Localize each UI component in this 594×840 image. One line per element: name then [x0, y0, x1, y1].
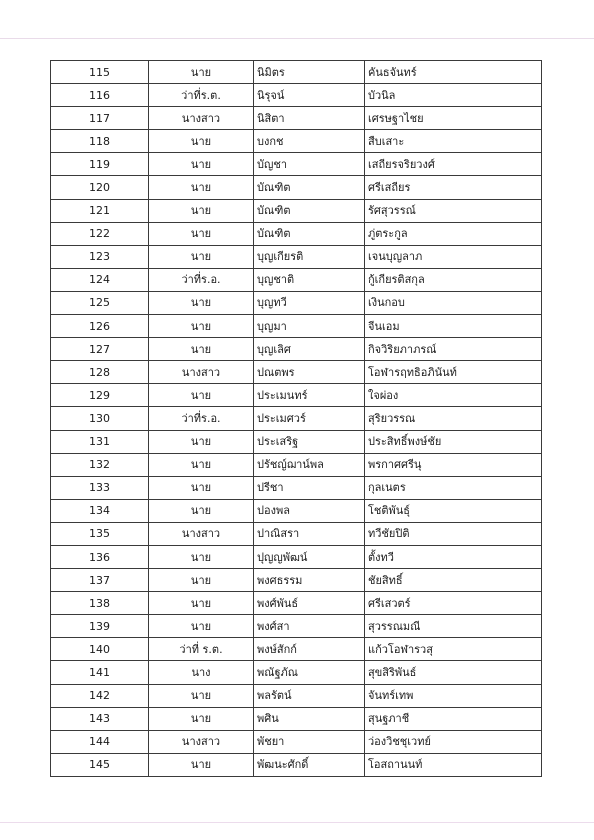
first-name-cell: บุญเกียรติ — [254, 245, 365, 268]
row-number-cell: 127 — [51, 338, 149, 361]
last-name-cell: กุลเนตร — [365, 476, 542, 499]
table-row — [51, 361, 542, 384]
name-title-cell: นาย — [149, 545, 254, 568]
table-row — [51, 153, 542, 176]
table-row — [51, 84, 542, 107]
row-number-cell: 122 — [51, 222, 149, 245]
last-name-cell: สุวรรณมณี — [365, 615, 542, 638]
table-row — [51, 707, 542, 730]
name-title-cell: นางสาว — [149, 361, 254, 384]
table-row — [51, 338, 542, 361]
first-name-cell: ประเมนทร์ — [254, 384, 365, 407]
first-name-cell: นิมิตร — [254, 61, 365, 84]
table-row — [51, 522, 542, 545]
first-name-cell: บัณฑิต — [254, 222, 365, 245]
name-title-cell: นางสาว — [149, 730, 254, 753]
row-number-cell: 115 — [51, 61, 149, 84]
last-name-cell: คันธจันทร์ — [365, 61, 542, 84]
name-title-cell: นาย — [149, 684, 254, 707]
first-name-cell: บุญเลิศ — [254, 338, 365, 361]
last-name-cell: รัศสุวรรณ์ — [365, 199, 542, 222]
first-name-cell: บัณฑิต — [254, 199, 365, 222]
table-row — [51, 107, 542, 130]
name-title-cell: ว่าที่ร.ต. — [149, 84, 254, 107]
name-title-cell: นาย — [149, 476, 254, 499]
table-row — [51, 499, 542, 522]
name-title-cell: นาง — [149, 661, 254, 684]
name-title-cell: นาย — [149, 753, 254, 776]
last-name-cell: จีนเอม — [365, 315, 542, 338]
row-number-cell: 129 — [51, 384, 149, 407]
last-name-cell: ทวีชัยปิติ — [365, 522, 542, 545]
table-row — [51, 661, 542, 684]
name-title-cell: ว่าที่ร.อ. — [149, 268, 254, 291]
name-title-cell: นาย — [149, 291, 254, 314]
row-number-cell: 121 — [51, 199, 149, 222]
page-top-rule — [0, 38, 594, 39]
row-number-cell: 137 — [51, 569, 149, 592]
table-row — [51, 592, 542, 615]
name-title-cell: นาย — [149, 61, 254, 84]
last-name-cell: โชติพันธุ์ — [365, 499, 542, 522]
row-number-cell: 126 — [51, 315, 149, 338]
table-row — [51, 730, 542, 753]
table-row — [51, 430, 542, 453]
first-name-cell: บุญชาติ — [254, 268, 365, 291]
table-row — [51, 315, 542, 338]
last-name-cell: เจนบุญลาภ — [365, 245, 542, 268]
first-name-cell: บงกช — [254, 130, 365, 153]
row-number-cell: 128 — [51, 361, 149, 384]
row-number-cell: 143 — [51, 707, 149, 730]
row-number-cell: 125 — [51, 291, 149, 314]
table-row — [51, 291, 542, 314]
last-name-cell: เสถียรจริยวงศ์ — [365, 153, 542, 176]
last-name-cell: ศรีเสวตร์ — [365, 592, 542, 615]
first-name-cell: ปุญญพัฒน์ — [254, 545, 365, 568]
row-number-cell: 130 — [51, 407, 149, 430]
table-row — [51, 545, 542, 568]
row-number-cell: 133 — [51, 476, 149, 499]
name-title-cell: นาย — [149, 176, 254, 199]
name-title-cell: นาย — [149, 453, 254, 476]
first-name-cell: บัญชา — [254, 153, 365, 176]
last-name-cell: ว่องวิชชุเวทย์ — [365, 730, 542, 753]
row-number-cell: 124 — [51, 268, 149, 291]
table-row — [51, 476, 542, 499]
first-name-cell: ปรัชญ์ฌาน์พล — [254, 453, 365, 476]
name-title-cell: นาย — [149, 245, 254, 268]
row-number-cell: 144 — [51, 730, 149, 753]
first-name-cell: พงศ์พันธ์ — [254, 592, 365, 615]
name-title-cell: นาย — [149, 569, 254, 592]
table-row — [51, 176, 542, 199]
name-title-cell: นาย — [149, 222, 254, 245]
first-name-cell: บุญมา — [254, 315, 365, 338]
name-title-cell: นาย — [149, 499, 254, 522]
last-name-cell: ใจผ่อง — [365, 384, 542, 407]
name-title-cell: นาย — [149, 153, 254, 176]
first-name-cell: พณัฐภัณ — [254, 661, 365, 684]
first-name-cell: พัฒนะศักดิ์ — [254, 753, 365, 776]
table-row — [51, 61, 542, 84]
first-name-cell: พงษ์สักก์ — [254, 638, 365, 661]
last-name-cell: โอสถานนท์ — [365, 753, 542, 776]
name-title-cell: นาย — [149, 430, 254, 453]
row-number-cell: 142 — [51, 684, 149, 707]
table-row — [51, 684, 542, 707]
first-name-cell: พลรัตน์ — [254, 684, 365, 707]
row-number-cell: 117 — [51, 107, 149, 130]
table-row — [51, 407, 542, 430]
first-name-cell: ปาณิสรา — [254, 522, 365, 545]
last-name-cell: ศรีเสถียร — [365, 176, 542, 199]
first-name-cell: ประเสริฐ — [254, 430, 365, 453]
last-name-cell: ชัยสิทธิ์ — [365, 569, 542, 592]
last-name-cell: กิจวิริยภาภรณ์ — [365, 338, 542, 361]
table-row — [51, 753, 542, 776]
name-title-cell: นาย — [149, 707, 254, 730]
page-bottom-rule — [0, 822, 594, 823]
table-row — [51, 638, 542, 661]
last-name-cell: บัวนิล — [365, 84, 542, 107]
name-title-cell: นาย — [149, 338, 254, 361]
name-title-cell: ว่าที่ ร.ต. — [149, 638, 254, 661]
first-name-cell: พงศธรรม — [254, 569, 365, 592]
last-name-cell: สุขสิริพันธ์ — [365, 661, 542, 684]
last-name-cell: สุนฐภาชี — [365, 707, 542, 730]
row-number-cell: 140 — [51, 638, 149, 661]
row-number-cell: 141 — [51, 661, 149, 684]
row-number-cell: 138 — [51, 592, 149, 615]
name-title-cell: นางสาว — [149, 107, 254, 130]
row-number-cell: 145 — [51, 753, 149, 776]
last-name-cell: เงินกอบ — [365, 291, 542, 314]
last-name-cell: เศรษฐาไชย — [365, 107, 542, 130]
name-title-cell: นางสาว — [149, 522, 254, 545]
name-title-cell: นาย — [149, 615, 254, 638]
row-number-cell: 119 — [51, 153, 149, 176]
row-number-cell: 118 — [51, 130, 149, 153]
row-number-cell: 134 — [51, 499, 149, 522]
table-row — [51, 615, 542, 638]
row-number-cell: 116 — [51, 84, 149, 107]
last-name-cell: แก้วโอฬารวสุ — [365, 638, 542, 661]
first-name-cell: ประเมศวร์ — [254, 407, 365, 430]
first-name-cell: ปณตพร — [254, 361, 365, 384]
name-title-cell: นาย — [149, 384, 254, 407]
row-number-cell: 131 — [51, 430, 149, 453]
last-name-cell: พรกาศศรีนุ — [365, 453, 542, 476]
first-name-cell: พศิน — [254, 707, 365, 730]
row-number-cell: 123 — [51, 245, 149, 268]
name-list-table — [50, 60, 542, 777]
last-name-cell: ตั้งทวี — [365, 545, 542, 568]
first-name-cell: บัณฑิต — [254, 176, 365, 199]
table-row — [51, 453, 542, 476]
last-name-cell: โอฬารฤทธิอภินันท์ — [365, 361, 542, 384]
name-title-cell: นาย — [149, 315, 254, 338]
last-name-cell: สืบเสาะ — [365, 130, 542, 153]
table-row — [51, 199, 542, 222]
first-name-cell: นิสิตา — [254, 107, 365, 130]
first-name-cell: พัชยา — [254, 730, 365, 753]
row-number-cell: 132 — [51, 453, 149, 476]
last-name-cell: กู้เกียรติสกุล — [365, 268, 542, 291]
last-name-cell: สุริยวรรณ — [365, 407, 542, 430]
first-name-cell: พงศ์สา — [254, 615, 365, 638]
last-name-cell: จันทร์เทพ — [365, 684, 542, 707]
row-number-cell: 139 — [51, 615, 149, 638]
first-name-cell: บุญทวี — [254, 291, 365, 314]
first-name-cell: ปรีชา — [254, 476, 365, 499]
row-number-cell: 135 — [51, 522, 149, 545]
table-row — [51, 569, 542, 592]
row-number-cell: 120 — [51, 176, 149, 199]
last-name-cell: ภู่ตระกูล — [365, 222, 542, 245]
last-name-cell: ประสิทธิ์พงษ์ชัย — [365, 430, 542, 453]
table-row — [51, 384, 542, 407]
first-name-cell: ปองพล — [254, 499, 365, 522]
row-number-cell: 136 — [51, 545, 149, 568]
table-row — [51, 268, 542, 291]
first-name-cell: นิรุจน์ — [254, 84, 365, 107]
table-row — [51, 222, 542, 245]
table-row — [51, 130, 542, 153]
name-title-cell: ว่าที่ร.อ. — [149, 407, 254, 430]
name-title-cell: นาย — [149, 199, 254, 222]
table-row — [51, 245, 542, 268]
name-list-body — [51, 61, 542, 777]
name-title-cell: นาย — [149, 130, 254, 153]
name-title-cell: นาย — [149, 592, 254, 615]
